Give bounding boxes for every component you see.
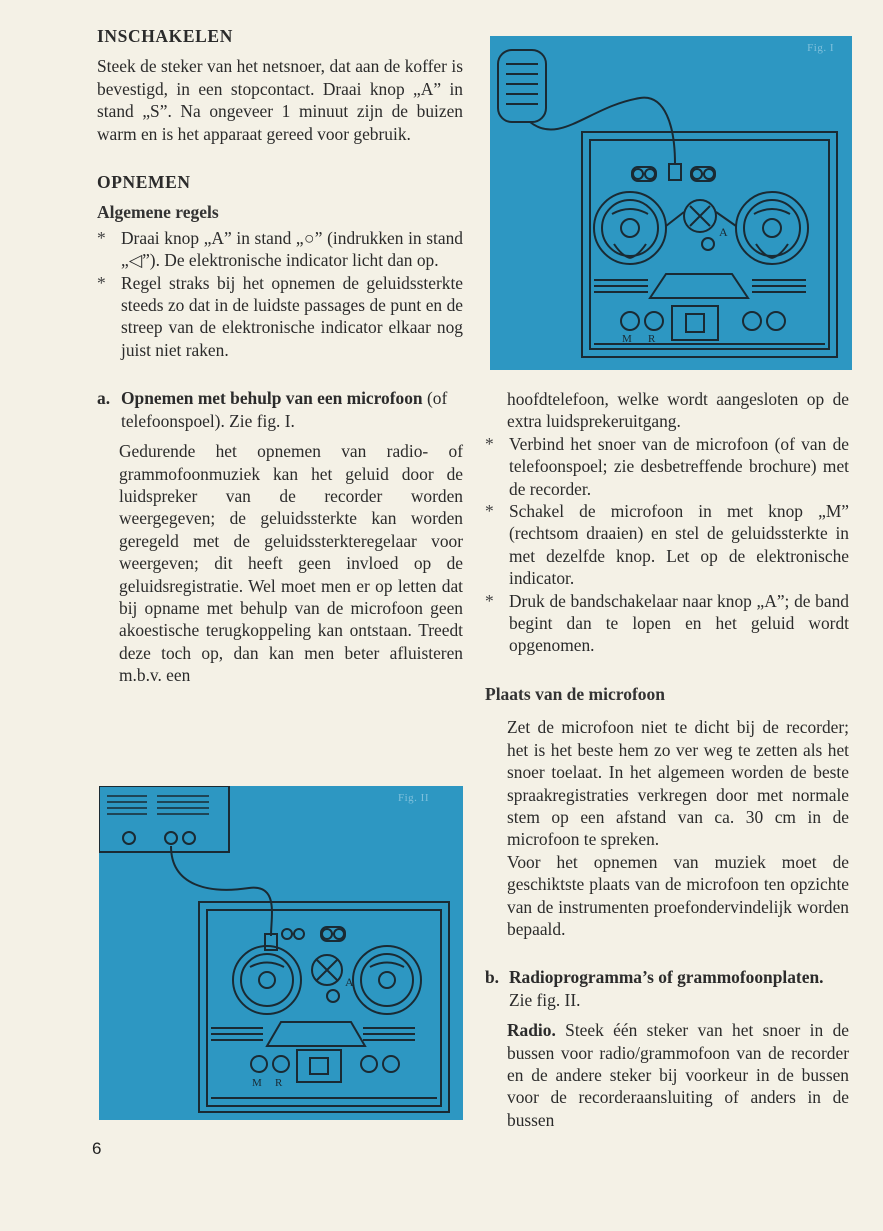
figure-2-label: Fig. II — [398, 792, 429, 804]
bullet-item — [485, 590, 849, 657]
bullet-item — [97, 272, 463, 362]
knob-m-icon — [251, 1056, 267, 1072]
knob-m-icon — [621, 312, 639, 330]
recorder-letter-m: M — [252, 1077, 262, 1089]
heading-b-label: b. — [485, 967, 500, 988]
recorder-letter-m: M — [622, 333, 632, 345]
bullet-text: Druk de bandschakelaar naar knop „A”; de band begint dan te lopen en het geluid wordt opgenomen. — [509, 590, 849, 656]
recorder-letter-a: A — [719, 225, 728, 239]
recorder-letter-a: A — [345, 975, 354, 989]
bullet-item — [97, 227, 463, 272]
subtitle-algemene-regels: Algemene regels — [97, 202, 219, 223]
heading-a-suffix: (of telefoonspoel). Zie fig. I. — [121, 388, 448, 431]
asterisk-icon: * — [485, 433, 494, 454]
inschakelen-paragraph: Steek de steker van het netsnoer, dat aan de koffer is bevestigd, in een stopcontact. Draai knop „A” in stand „S”. Na ongeveer 1 minuut zijn de buizen warm en is het apparaat gereed voor gebruik. — [97, 56, 463, 144]
subtitle-plaats-microfoon: Plaats van de microfoon — [485, 683, 666, 704]
reel-right-icon — [353, 946, 421, 1014]
heading-b — [485, 966, 849, 1011]
heading-a-label: a. — [97, 388, 111, 409]
recorder-letter-r: R — [275, 1077, 283, 1089]
left-column — [97, 25, 463, 687]
heading-a-title: Opnemen met behulp van een microfoon — [121, 388, 423, 409]
bullet-text: Verbind het snoer van de microfoon (of van de telefoonspoel; zie desbetreffende brochure) met de recorder. — [509, 433, 849, 499]
recorder-outline — [199, 902, 449, 1112]
plaats-paragraph-1: Zet de microfoon niet te dicht bij de recorder; het is het beste hem zo ver weg te zetten als het snoer toelaat. In het algemeen worden de beste spraakregistraties verkregen door met normale stem op een afstand van ca. 30 cm in de microfoon te spreken. — [507, 717, 849, 850]
cable-icon — [171, 846, 272, 936]
microfoon-paragraph: Gedurende het opnemen van radio- of grammofoonmuziek kan het geluid door de luidspreker van de recorder worden weergegeven; de geluidssterkte kan worden geregeld met de geluidssterkteregelaar voor weergeven; dit heeft geen invloed op de geluidsregistratie. Wel moet men er op letten dat bij opname met behulp van de microfoon geen akoestische terugkoppeling kan ontstaan. Treedt deze toch op, dan kan men beter afluisteren m.b.v. een — [119, 441, 463, 686]
continuation-paragraph: hoofdtelefoon, welke wordt aangesloten op de extra luidsprekeruitgang. — [507, 389, 849, 432]
bullet-text: Regel straks bij het opnemen de geluidssterkte steeds zo dat in de luidste passages de punt en de streep van de elektronische indicator elkaar nog juist niet raken. — [121, 272, 463, 360]
bullet-item — [485, 433, 849, 500]
asterisk-icon: * — [485, 501, 494, 522]
bullet-text: Draai knop „A” in stand „○” (indrukken in stand „◁”). De elektronische indicator licht dan op. — [121, 227, 463, 271]
heading-a — [97, 387, 463, 432]
radio-text: Steek één steker van het snoer in de bussen voor radio/grammofoon van de recorder en de andere steker bij voorkeur in de bussen voor de recorderaansluiting of anders in de bussen — [507, 1020, 849, 1130]
recorder-with-radio-illustration — [99, 786, 463, 1120]
bullet-item — [485, 500, 849, 590]
heading-b-title: Radioprogramma’s of grammofoonplaten. — [509, 967, 824, 988]
cable-icon — [530, 98, 675, 164]
reel-right-icon — [736, 192, 808, 264]
microphone-icon — [498, 50, 546, 122]
recorder-letter-r: R — [648, 333, 656, 345]
right-column — [485, 388, 849, 1131]
figure-1 — [490, 36, 852, 370]
radio-label: Radio. — [507, 1020, 556, 1041]
asterisk-icon: * — [97, 227, 106, 248]
recorder-with-microphone-illustration — [490, 36, 852, 370]
section-title-opnemen: OPNEMEN — [97, 172, 191, 193]
reel-left-icon — [594, 192, 666, 264]
knob-r-icon — [645, 312, 663, 330]
figure-2 — [99, 786, 463, 1120]
heading-b-suffix: Zie fig. II. — [509, 989, 581, 1010]
bullet-text: Schakel de microfoon in met knop „M” (rechtsom draaien) en stel de geluidssterkte in met dezelfde knop. Let op de elektronische indicator. — [509, 501, 849, 589]
section-title-inschakelen: INSCHAKELEN — [97, 26, 233, 46]
plaats-paragraph-2: Voor het opnemen van muziek moet de geschiktste plaats van de microfoon ten opzichte van de instrumenten proefondervindelijk worden bepaald. — [507, 851, 849, 939]
asterisk-icon: * — [485, 590, 494, 611]
recorder-outline — [582, 132, 837, 357]
knob-r-icon — [273, 1056, 289, 1072]
radio-paragraph — [485, 1019, 849, 1131]
asterisk-icon: * — [97, 272, 106, 293]
reel-left-icon — [233, 946, 301, 1014]
page-number: 6 — [92, 1139, 102, 1158]
figure-1-label: Fig. I — [807, 42, 834, 54]
